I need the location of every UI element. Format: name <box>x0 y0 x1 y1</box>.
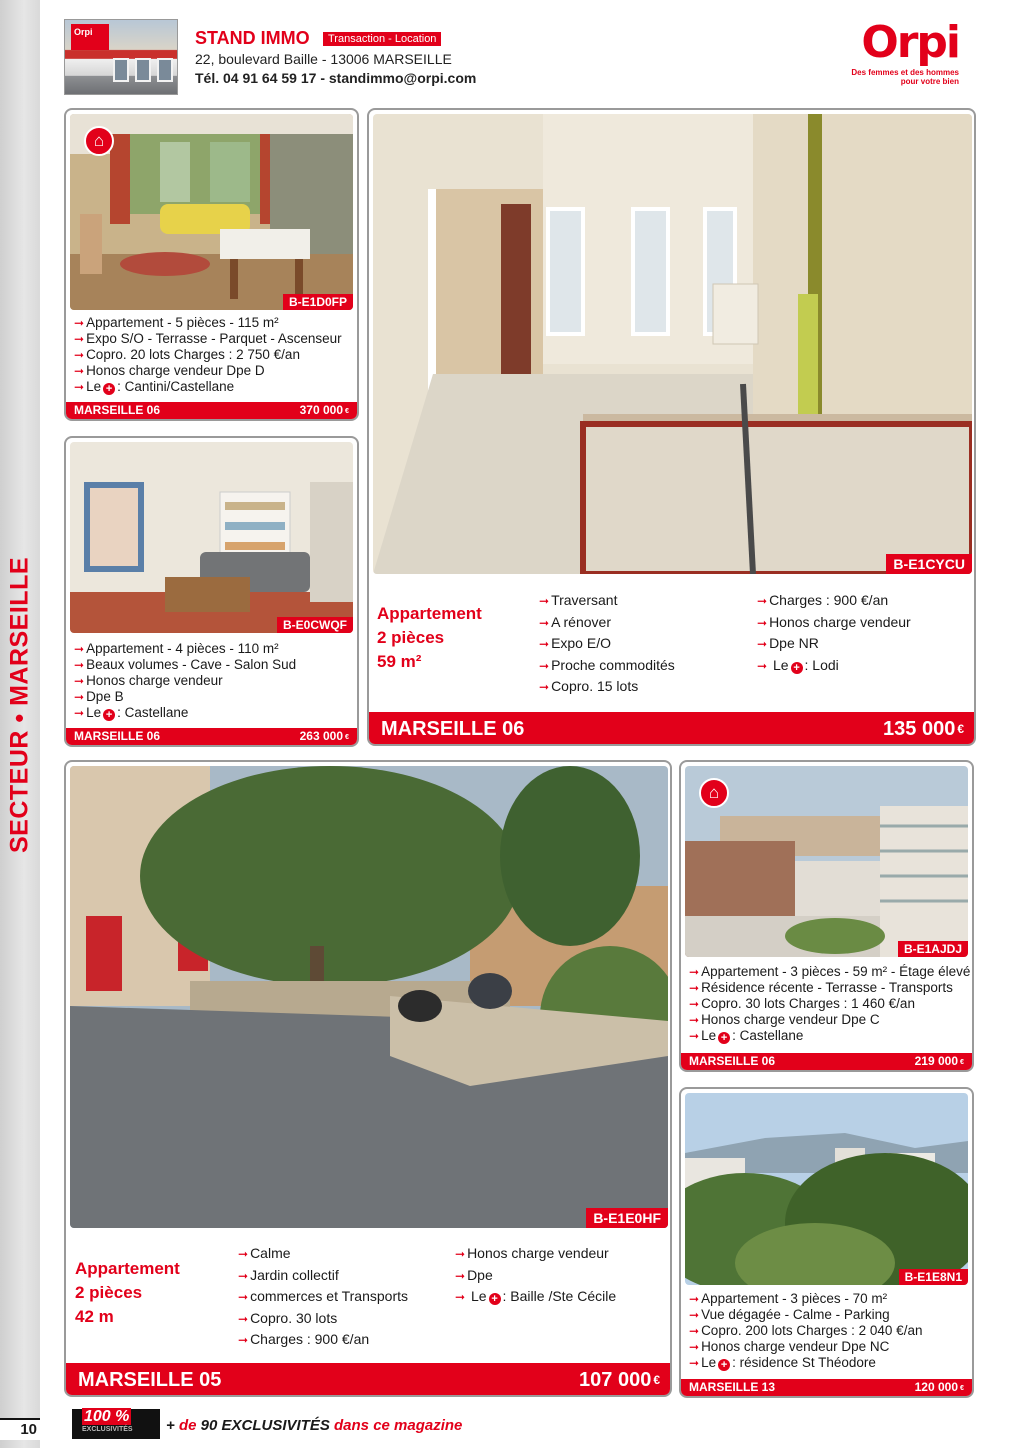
listing-photo <box>70 442 353 633</box>
plus-icon: + <box>718 1359 730 1371</box>
feature-item: ➞ Appartement - 5 pièces - 115 m² <box>74 315 279 330</box>
reference-tag: B-E1AJDJ <box>898 941 968 957</box>
listing-type-title: Appartement 2 pièces 42 m <box>75 1259 180 1326</box>
feature-item: ➞ Appartement - 3 pièces - 70 m² <box>689 1291 888 1306</box>
listing-city: MARSEILLE 06 <box>74 729 161 743</box>
home-heart-icon: ⌂ <box>84 126 114 156</box>
listing-price: 263 000 € <box>299 729 349 743</box>
exclusivity-tagline: + de 90 EXCLUSIVITÉS dans ce magazine <box>166 1417 463 1434</box>
listing-price: 135 000 € <box>883 718 964 740</box>
listing-footer <box>66 1363 670 1395</box>
agency-contact[interactable]: Tél. 04 91 64 59 17 - standimmo@orpi.com <box>195 70 477 86</box>
listing-city: MARSEILLE 13 <box>689 1380 776 1394</box>
feature-item: ➞ Honos charge vendeur Dpe C <box>689 1012 880 1027</box>
feature-item: ➞ Expo S/O - Terrasse - Parquet - Ascenseur <box>74 331 342 346</box>
listing-card[interactable] <box>679 760 974 1072</box>
listing-footer <box>681 1053 972 1070</box>
feature-list <box>238 1243 408 1351</box>
listing-footer <box>681 1379 972 1396</box>
agency-address: 22, boulevard Baille - 13006 MARSEILLE <box>195 51 452 67</box>
storefront-window <box>157 58 173 82</box>
feature-item: ➞ Résidence récente - Terrasse - Transports <box>689 980 953 995</box>
feature-item: ➞ Appartement - 3 pièces - 59 m² - Étage élevé <box>689 964 971 979</box>
listing-footer <box>66 728 357 745</box>
feature-item: ➞ Copro. 30 lots Charges : 1 460 €/an <box>689 996 915 1011</box>
plus-icon: + <box>103 709 115 721</box>
brand-logo-block <box>843 18 959 94</box>
feature-item: ➞ Proche commodités <box>539 656 675 673</box>
feature-item: ➞ Appartement - 4 pièces - 110 m² <box>74 641 279 656</box>
feature-item: ➞ Copro. 20 lots Charges : 2 750 €/an <box>74 347 300 362</box>
listing-card[interactable] <box>679 1087 974 1398</box>
listing-photo <box>70 766 668 1228</box>
brand-tagline <box>843 68 959 86</box>
storefront-sign: Orpi <box>71 24 109 50</box>
listing-photo <box>373 114 972 574</box>
feature-item: ➞ Charges : 900 €/an <box>757 592 889 608</box>
living-room-photo <box>70 442 353 633</box>
reference-tag: B-E1E8N1 <box>899 1269 968 1285</box>
feature-item: ➞ Vue dégagée - Calme - Parking <box>689 1307 890 1322</box>
page-number: 10 <box>0 1418 40 1440</box>
feature-list <box>689 964 970 1044</box>
brand-tagline-line2: pour votre bien <box>900 77 959 86</box>
feature-list <box>74 315 342 395</box>
plus-icon: + <box>103 383 115 395</box>
feature-item: ➞ Copro. 30 lots <box>238 1309 338 1326</box>
listing-type-title: Appartement 2 pièces 59 m² <box>377 604 482 671</box>
feature-item: ➞ Honos charge vendeur <box>455 1245 609 1261</box>
garden-courtyard-photo <box>70 766 668 1228</box>
home-heart-icon: ⌂ <box>699 778 729 808</box>
feature-item: ➞ Honos charge vendeur <box>74 673 223 688</box>
feature-list <box>689 1291 922 1371</box>
feature-item: ➞ Honos charge vendeur Dpe D <box>74 363 265 378</box>
listing-city: MARSEILLE 06 <box>381 718 525 740</box>
plus-icon: + <box>489 1293 501 1305</box>
le-plus-item: ➞ Le + : Lodi <box>757 656 839 674</box>
plus-icon: + <box>718 1032 730 1044</box>
listing-price: 107 000 € <box>579 1369 660 1391</box>
feature-item: ➞ Charges : 900 €/an <box>238 1331 370 1347</box>
agency-storefront-photo <box>64 19 178 95</box>
feature-item: ➞ Dpe NR <box>757 635 819 651</box>
listing-city: MARSEILLE 06 <box>689 1054 776 1068</box>
section-title: SECTEUR • MARSEILLE <box>5 556 34 854</box>
feature-item: ➞ Traversant <box>539 592 618 608</box>
listing-photo <box>685 766 968 957</box>
feature-item: ➞ Honos charge vendeur <box>757 613 911 630</box>
reference-tag: B-E0CWQF <box>277 617 353 633</box>
storefront-window <box>113 58 129 82</box>
listing-card[interactable] <box>367 108 976 746</box>
feature-item: ➞ Copro. 200 lots Charges : 2 040 €/an <box>689 1323 923 1338</box>
exclusivity-badge: 100 % EXCLUSIVITÉS <box>72 1409 160 1439</box>
empty-room-photo <box>373 114 972 574</box>
feature-item: ➞ Beaux volumes - Cave - Salon Sud <box>74 657 297 672</box>
listing-footer <box>66 402 357 419</box>
feature-item: ➞ commerces et Transports <box>238 1288 408 1304</box>
sidebar <box>0 0 40 1448</box>
listing-card[interactable] <box>64 760 672 1397</box>
feature-list <box>455 1243 616 1308</box>
plus-icon: + <box>791 662 803 674</box>
listing-footer <box>369 712 974 744</box>
listing-photo <box>685 1093 968 1285</box>
listing-photo <box>70 114 353 310</box>
listing-price: 120 000 € <box>914 1380 964 1394</box>
feature-list <box>757 590 911 676</box>
feature-list <box>539 590 675 698</box>
reference-tag: B-E1D0FP <box>283 294 353 310</box>
le-plus-item: ➞ Le + : résidence St Théodore <box>689 1355 876 1371</box>
feature-item: ➞ Dpe <box>455 1266 493 1283</box>
listing-price: 370 000 € <box>299 403 349 417</box>
green-view-photo <box>685 1093 968 1285</box>
le-plus-item: ➞ Le + : Castellane <box>689 1028 804 1044</box>
listing-card[interactable] <box>64 436 359 747</box>
le-plus-item: ➞ Le + : Castellane <box>74 705 189 721</box>
feature-item: ➞ Calme <box>238 1245 291 1261</box>
reference-tag: B-E1CYCU <box>886 554 972 574</box>
feature-item: ➞ A rénover <box>539 613 611 630</box>
feature-item: ➞ Honos charge vendeur Dpe NC <box>689 1339 890 1354</box>
agency-tag: Transaction - Location <box>323 32 441 46</box>
feature-list <box>74 641 296 721</box>
listing-city: MARSEILLE 06 <box>74 403 161 417</box>
feature-item: ➞ Dpe B <box>74 689 124 704</box>
orpi-logo: Orpi <box>861 17 959 68</box>
listing-city: MARSEILLE 05 <box>78 1369 222 1391</box>
listing-card[interactable] <box>64 108 359 421</box>
agency-name: STAND IMMO <box>195 28 310 48</box>
storefront-window <box>135 58 151 82</box>
le-plus-item: ➞ Le + : Cantini/Castellane <box>74 379 235 395</box>
le-plus-item: ➞ Le + : Baille /Ste Cécile <box>455 1288 617 1305</box>
brand-tagline-line1: Des femmes et des hommes <box>851 68 959 77</box>
feature-item: ➞ Copro. 15 lots <box>539 678 639 694</box>
reference-tag: B-E1E0HF <box>586 1208 668 1228</box>
listing-price: 219 000 € <box>914 1054 964 1068</box>
feature-item: ➞ Jardin collectif <box>238 1266 339 1283</box>
feature-item: ➞ Expo E/O <box>539 635 611 651</box>
